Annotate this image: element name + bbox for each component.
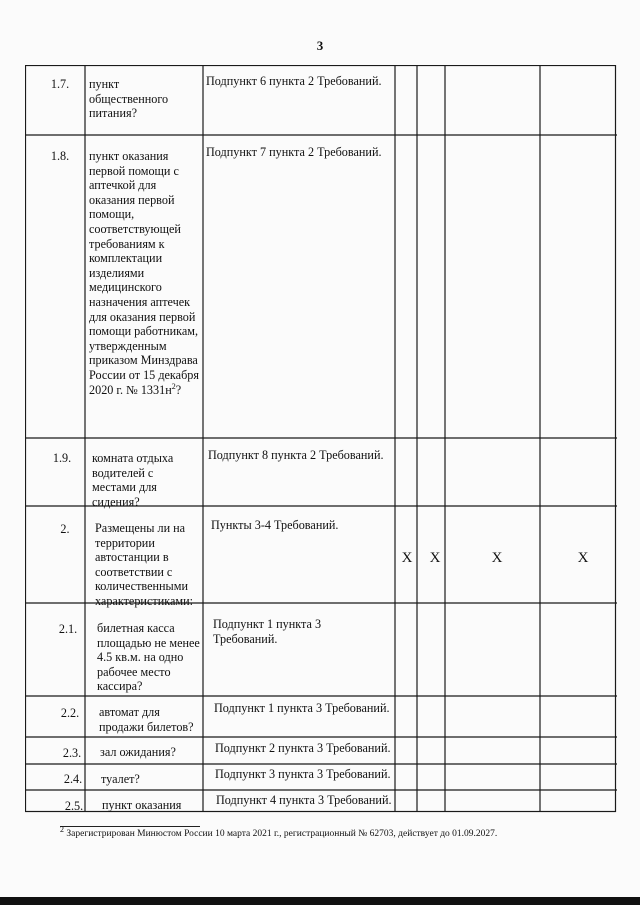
row-requirement: Пункты 3-4 Требований. [211,518,339,532]
row-number: 1.7. [50,77,70,91]
row-question: пункт оказания [102,798,182,812]
not-applicable-mark: X [491,550,503,566]
scan-edge [0,897,640,905]
row-requirement: Подпункт 8 пункта 2 Требований. [208,448,384,462]
row-question: комната отдыха водителей с местами для сидения? [92,451,174,509]
not-applicable-mark: X [577,550,589,566]
footnote-ref: 2 [171,381,176,391]
row-number: 2.2. [60,706,80,720]
not-applicable-mark: X [429,550,441,566]
row-requirement: Подпункт 6 пункта 2 Требований. [206,74,382,88]
row-number: 2.5. [64,799,84,813]
row-requirement: Подпункт 4 пункта 3 Требований. [216,793,392,807]
row-requirement: Подпункт 3 пункта 3 Требований. [215,767,391,781]
row-number: 2. [60,522,70,536]
row-number: 2.3. [62,746,82,760]
row-requirement: Подпункт 1 пункта 3 Требований. [213,617,322,646]
row-number: 2.1. [58,622,78,636]
row-number: 1.8. [50,149,70,163]
not-applicable-mark: X [401,550,413,566]
footnote [60,824,620,840]
row-number: 2.4. [63,772,83,786]
page-number: 3 [316,38,324,53]
row-question: билетная касса площадью не менее 4.5 кв.м. на одно рабочее место кассира? [97,621,200,694]
footnote-text: Зарегистрирован Минюстом России 10 марта 2021 г., регистрационный № 62703, действует до 01.09.2027. [66,829,498,839]
row-number: 1.9. [52,451,72,465]
footnote-separator [60,826,200,827]
row-requirement: Подпункт 2 пункта 3 Требований. [215,741,391,755]
row-question: пункт общественного питания? [89,77,169,121]
row-question: автомат для продажи билетов? [99,705,194,734]
row-question: Размещены ли на территории автостанции в соответствии с количественными характеристиками: [95,521,193,608]
row-question: зал ожидания? [100,745,176,759]
row-question: туалет? [101,772,140,786]
row-question: пункт оказания первой помощи с аптечкой для оказания первой помощи, соответствующей требованиям к комплектации изделиями медицинского назначения аптечек для оказания первой помощи работникам, утвержденным приказом Минздрава России от 15 декабря 2020 г. № $1331н^2$? [89,149,199,397]
footnote-marker: 2 [60,824,64,834]
row-requirement: Подпункт 7 пункта 2 Требований. [206,145,382,159]
row-requirement: Подпункт 1 пункта 3 Требований. [214,701,390,715]
